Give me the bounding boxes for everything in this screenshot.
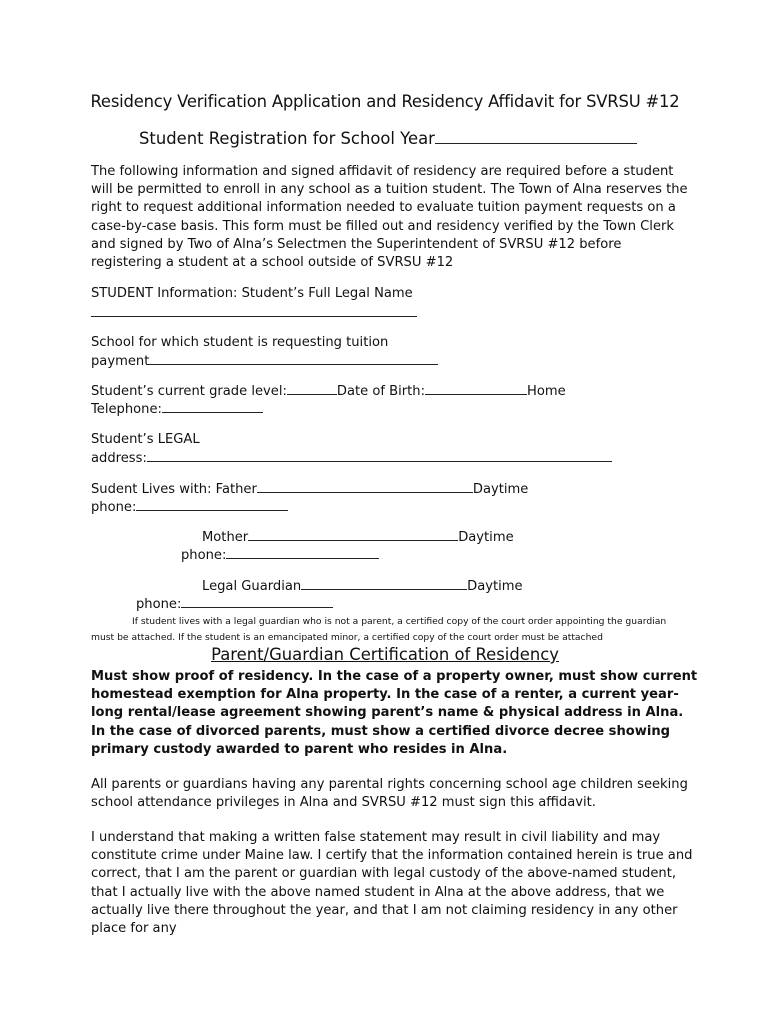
legal-address-field[interactable] [147,449,612,462]
mother-label: Mother [202,530,249,545]
certification-statement-text: I understand that making a written false statement may result in civil liability and may constitute crime under Maine law. I certify that the information contained herein is true and correct, that I am the parent or guardian with legal custody of the above-named student, that I actually live with the above named student in Alna at the above address, that we actually live there throughout the year, and that I am not claiming residency in any other place for any [91,830,693,937]
student-name-field[interactable] [91,304,417,317]
school-field[interactable] [149,352,438,365]
student-name-row [91,304,417,323]
father-phone-label: phone: [91,500,137,515]
guardian-name-field[interactable] [301,577,467,590]
grade-dob-row [91,382,566,401]
guardian-phone-label: phone: [136,597,182,612]
mother-phone-label: phone: [181,548,227,563]
form-subtitle [139,129,637,148]
guardian-label: Legal Guardian [202,579,302,594]
father-phone-row [91,498,288,517]
dob-label: Date of Birth: [336,384,425,399]
address-label: address: [91,451,147,466]
affidavit-requirement-text: All parents or guardians having any parental rights concerning school age children seeking school attendance privileges in Alna and SVRSU #12 must sign this affidavit. [91,777,688,811]
school-label-cont: payment [91,354,150,369]
guardian-note-line-1: If student lives with a legal guardian who is not a parent, a certified copy of the court order appointing the guardian [132,616,667,627]
dob-field[interactable] [425,382,527,395]
proof-of-residency-text: Must show proof of residency. In the case of a property owner, must show current homestead exemption for Alna property. In the case of a renter, a current year-long rental/lease agreement showing parent’s name & physical address in Alna. In the case of divorced parents, must show a certified divorce decree showing primary custody awarded to parent who resides in Alna. [91,669,698,757]
mother-phone-field[interactable] [226,546,379,559]
legal-address-row [91,449,612,468]
student-name-label: STUDENT Information: Student’s Full Legal Name [91,286,413,301]
legal-address-label: Student’s LEGAL [91,432,200,447]
grade-field[interactable] [287,382,337,395]
grade-label: Student’s current grade level: [91,384,287,399]
father-name-field[interactable] [257,480,473,493]
school-label: School for which student is requesting tuition [91,335,389,350]
intro-paragraph: The following information and signed affidavit of residency are required before a student will be permitted to enroll in any school as a tuition student. The Town of Alna reserves the right to request additional information needed to evaluate tuition payment requests on a case-by-case basis. This form must be filled out and residency verified by the Town Clerk and signed by Two of Alna’s Selectmen the Superintendent of SVRSU #12 before registering a student at a school outside of SVRSU #12 [91,164,688,271]
school-year-field[interactable] [435,131,637,144]
mother-daytime-label: Daytime [458,530,514,545]
guardian-phone-field[interactable] [181,595,333,608]
guardian-note-line-2: must be attached. If the student is an emancipated minor, a certified copy of the court order must be attached [91,632,603,643]
father-daytime-label: Daytime [472,482,529,497]
telephone-label: Telephone: [91,402,162,417]
telephone-row [91,400,263,419]
mother-phone-row [181,546,379,565]
school-row [91,352,438,371]
guardian-phone-row [136,595,333,614]
section-title: Parent/Guardian Certification of Residency [211,645,559,664]
subtitle-text: Student Registration for School Year [139,129,435,148]
home-label: Home [526,384,566,399]
guardian-daytime-label: Daytime [467,579,523,594]
father-row [91,480,528,499]
guardian-row [202,577,523,596]
father-phone-field[interactable] [136,498,288,511]
form-title: Residency Verification Application and Residency Affidavit for SVRSU #12 [90,92,680,111]
home-telephone-field[interactable] [162,400,263,413]
lives-with-label: Sudent Lives with: Father [91,482,257,497]
mother-name-field[interactable] [248,528,458,541]
mother-row [202,528,514,547]
